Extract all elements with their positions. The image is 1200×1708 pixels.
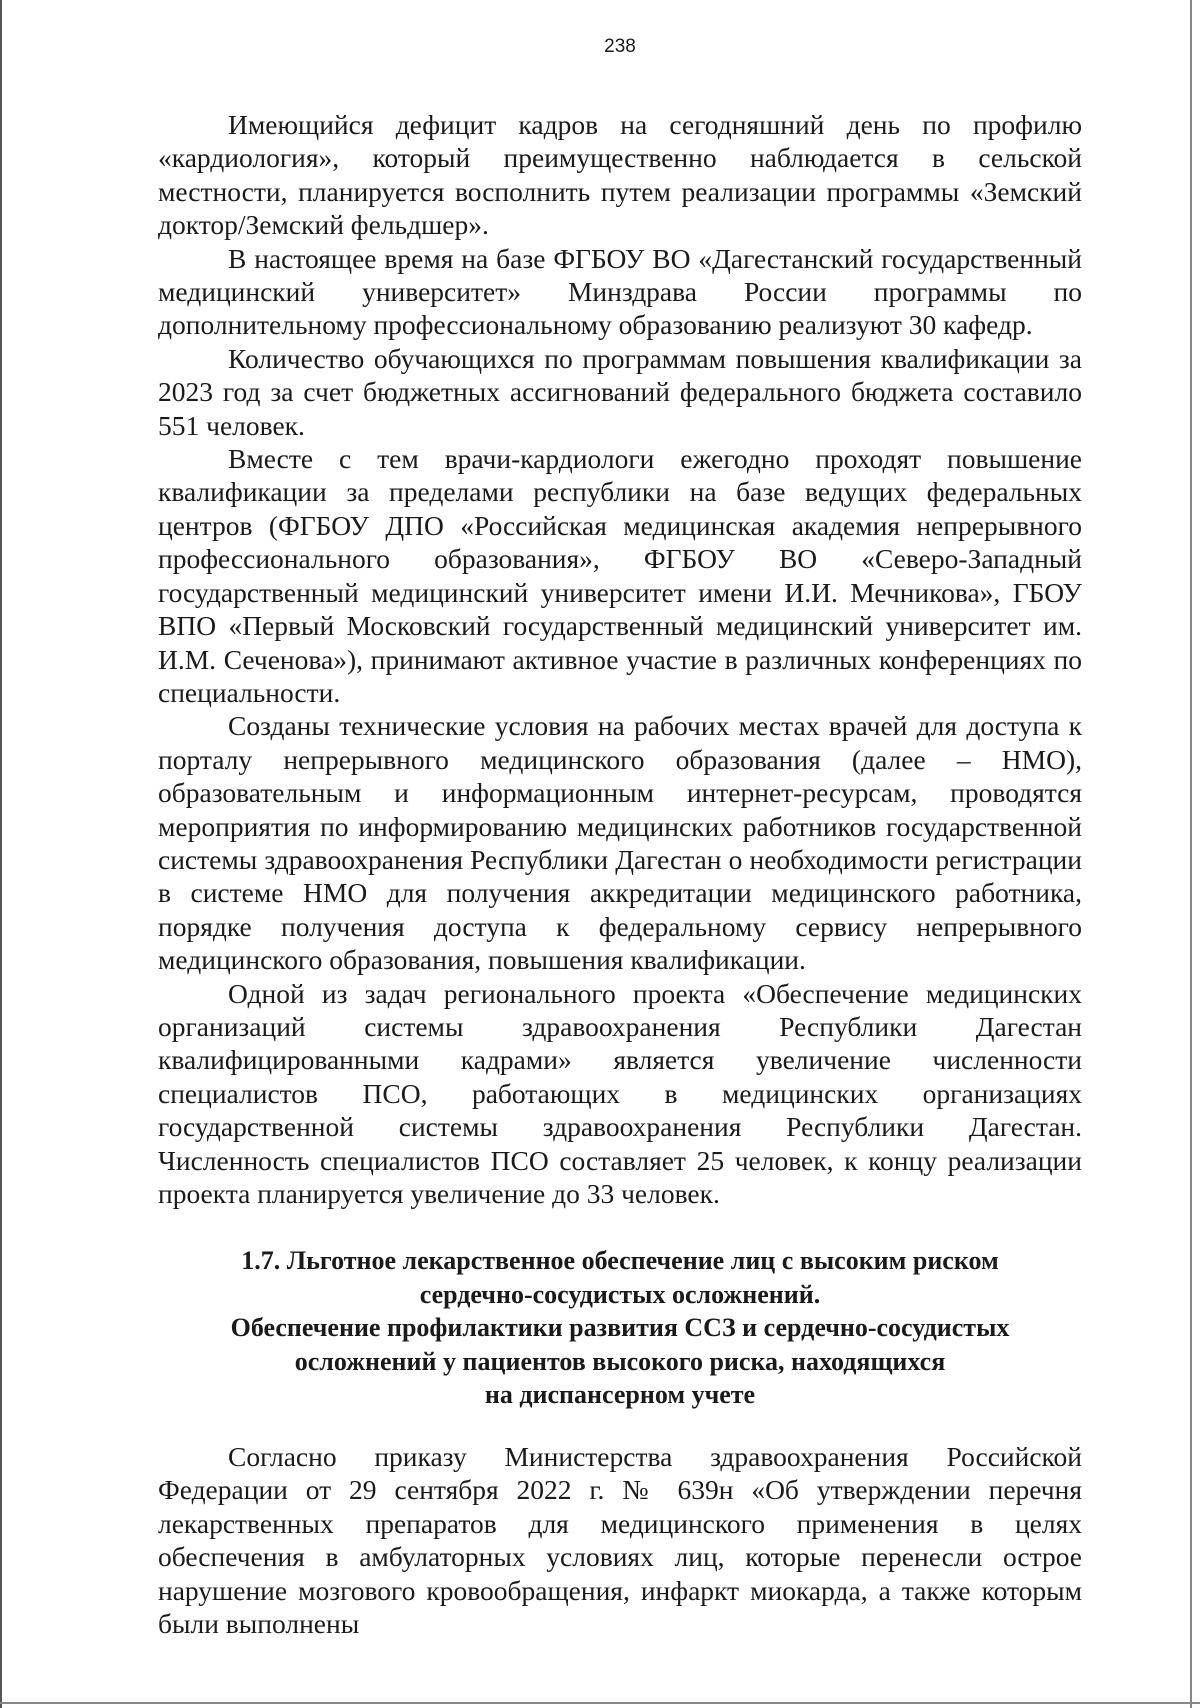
paragraph-trainees-count: Количество обучающихся по программам повышения квалификации за 2023 год за счет бюджетных ассигнований федерального бюджета составило 551 человек.: [158, 342, 1082, 441]
page-number: 238: [604, 36, 636, 57]
paragraph-university-programs: В настоящее время на базе ФГБОУ ВО «Дагестанский государственный медицинский университет» Минздрава России программы по дополнительному профессиональному образованию реализуют 30 кафедр.: [158, 242, 1082, 341]
document-body: [158, 108, 1082, 1640]
paragraph-federal-training: Вместе с тем врачи-кардиологи ежегодно проходят повышение квалификации за пределами республики на базе ведущих федеральных центров (ФГБОУ ДПО «Российская медицинская академия непрерывного профессионального образования», ФГБОУ ВО «Северо-Западный государственный медицинский университет имени И.И. Мечникова», ГБОУ ВПО «Первый Московский государственный медицинский университет им. И.М. Сеченова»), принимают активное участие в различных конференциях по специальности.: [158, 443, 1082, 708]
paragraph-staff-shortage: Имеющийся дефицит кадров на сегодняшний день по профилю «кардиология», который преимущественно наблюдается в сельской местности, планируется восполнить путем реализации программы «Земский доктор/Земский фельдшер».: [158, 109, 1082, 241]
scan-edge-bottom: [0, 1702, 1200, 1704]
section-heading-line-4: осложнений у пациентов высокого риска, находящихся: [294, 1346, 946, 1376]
section-heading: [158, 1244, 1082, 1412]
paragraph-order-639n: Согласно приказу Министерства здравоохранения Российской Федерации от 29 сентября 2022 г. № 639н «Об утверждении перечня лекарственных препаратов для медицинского применения в целях обеспечения в амбулаторных условиях лиц, которые перенесли острое нарушение мозгового кровообращения, инфаркт миокарда, а также которым были выполнены: [158, 1440, 1082, 1639]
section-heading-line-2: сердечно-сосудистых осложнений.: [419, 1279, 821, 1309]
paragraph-regional-project: Одной из задач регионального проекта «Обеспечение медицинских организаций системы здравоохранения Республики Дагестан квалифицированными кадрами» является увеличение численности специалистов ПСО, работающих в медицинских организациях государственной системы здравоохранения Республики Дагестан. Численность специалистов ПСО составляет 25 человек, к концу реализации проекта планируется увеличение до 33 человек.: [158, 977, 1082, 1209]
section-heading-line-5: на диспансерном учете: [484, 1380, 756, 1410]
scan-edge-right: [1190, 0, 1192, 1708]
paragraph-nmo-portal: Созданы технические условия на рабочих местах врачей для доступа к порталу непрерывного медицинского образования (далее – НМО), образовательным и информационным интернет-ресурсам, проводятся мероприятия по информированию медицинских работников государственной системы здравоохранения Республики Дагестан о необходимости регистрации в системе НМО для получения аккредитации медицинского работника, порядке получения доступа к федеральному сервису непрерывного медицинского образования, повышения квалификации.: [158, 710, 1082, 976]
section-heading-line-1: 1.7. Льготное лекарственное обеспечение лиц с высоким риском: [241, 1246, 999, 1276]
section-heading-line-3: Обеспечение профилактики развития ССЗ и сердечно-сосудистых: [230, 1313, 1010, 1343]
scan-edge-left: [0, 0, 2, 1708]
